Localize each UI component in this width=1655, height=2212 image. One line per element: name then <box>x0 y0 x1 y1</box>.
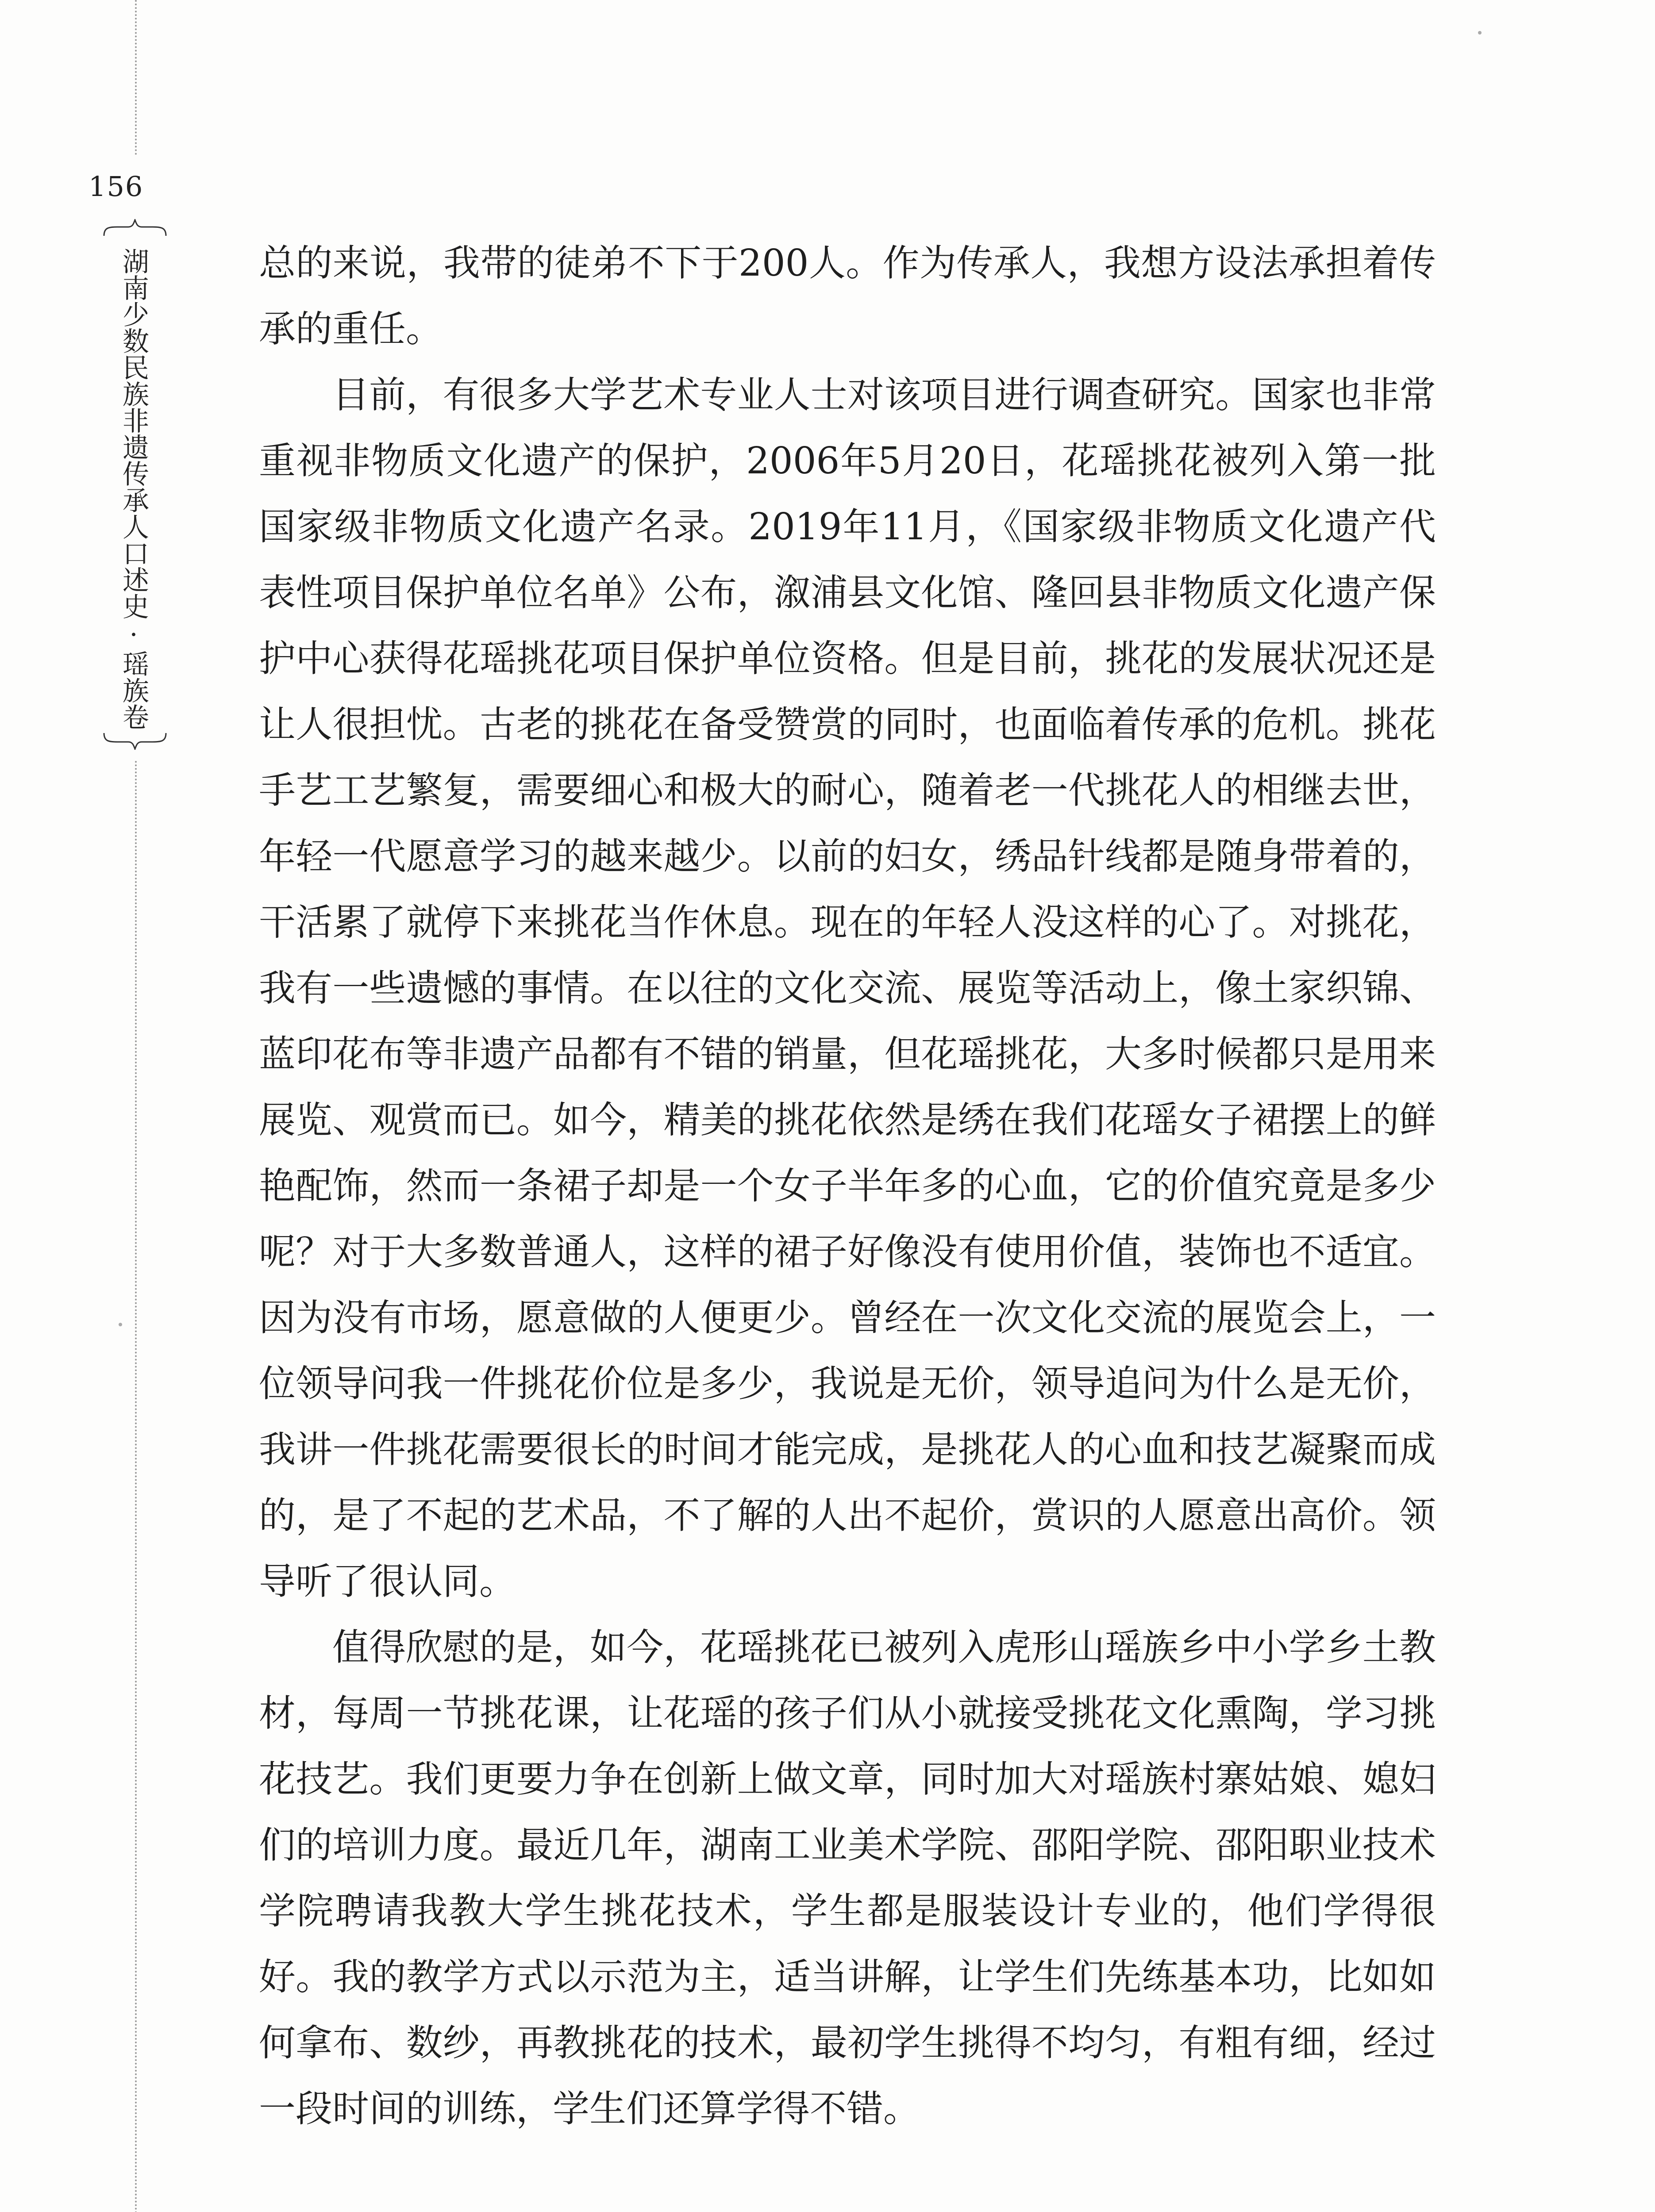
scan-speck <box>1478 31 1482 35</box>
series-title: 湖南少数民族非遗传承人口述史·瑶族卷 <box>118 248 149 730</box>
bracket-top-ornament <box>102 219 168 237</box>
margin-rule-top <box>135 0 137 155</box>
scan-speck <box>119 1323 122 1326</box>
page-number: 156 <box>89 170 144 203</box>
paragraph-3: 值得欣慰的是，如今，花瑶挑花已被列入虎形山瑶族乡中小学乡土教材，每周一节挑花课，让花瑶的孩子们从小就接受挑花文化熏陶，学习挑花技艺。我们更要力争在创新上做文章，同时加大对瑶族村寨姑娘、媳妇们的培训力度。最近几年，湖南工业美术学院、邵阳学院、邵阳职业技术学院聘请我教大学生挑花技术，学生都是服装设计专业的，他们学得很好。我的教学方式以示范为主，适当讲解，让学生们先练基本功，比如如何拿布、数纱，再教挑花的技术，最初学生挑得不均匀，有粗有细，经过一段时间的训练，学生们还算学得不错。 <box>259 1626 1436 2130</box>
body-text <box>259 230 1436 2142</box>
bracket-bottom-ornament <box>102 732 168 750</box>
margin-rule-bottom <box>135 761 137 2212</box>
paragraph-2: 目前，有很多大学艺术专业人士对该项目进行调查研究。国家也非常重视非物质文化遗产的保护，2006年5月20日，花瑶挑花被列入第一批国家级非物质文化遗产名录。2019年11月，《国家级非物质文化遗产代表性项目保护单位名单》公布，溆浦县文化馆、隆回县非物质文化遗产保护中心获得花瑶挑花项目保护单位资格。但是目前，挑花的发展状况还是让人很担忧。古老的挑花在备受赞赏的同时，也面临着传承的危机。挑花手艺工艺繁复，需要细心和极大的耐心，随着老一代挑花人的相继去世，年轻一代愿意学习的越来越少。以前的妇女，绣品针线都是随身带着的，干活累了就停下来挑花当作休息。现在的年轻人没这样的心了。对挑花，我有一些遗憾的事情。在以往的文化交流、展览等活动上，像土家织锦、蓝印花布等非遗产品都有不错的销量，但花瑶挑花，大多时候都只是用来展览、观赏而已。如今，精美的挑花依然是绣在我们花瑶女子裙摆上的鲜艳配饰，然而一条裙子却是一个女子半年多的心血，它的价值究竟是多少呢？对于大多数普通人，这样的裙子好像没有使用价值，装饰也不适宜。因为没有市场，愿意做的人便更少。曾经在一次文化交流的展览会上，一位领导问我一件挑花价位是多少，我说是无价，领导追问为什么是无价，我讲一件挑花需要很长的时间才能完成，是挑花人的心血和技艺凝聚而成的，是了不起的艺术品，不了解的人出不起价，赏识的人愿意出高价。领导听了很认同。 <box>259 373 1436 1603</box>
paragraph-1: 总的来说，我带的徒弟不下于200人。作为传承人，我想方设法承担着传承的重任。 <box>259 242 1436 350</box>
